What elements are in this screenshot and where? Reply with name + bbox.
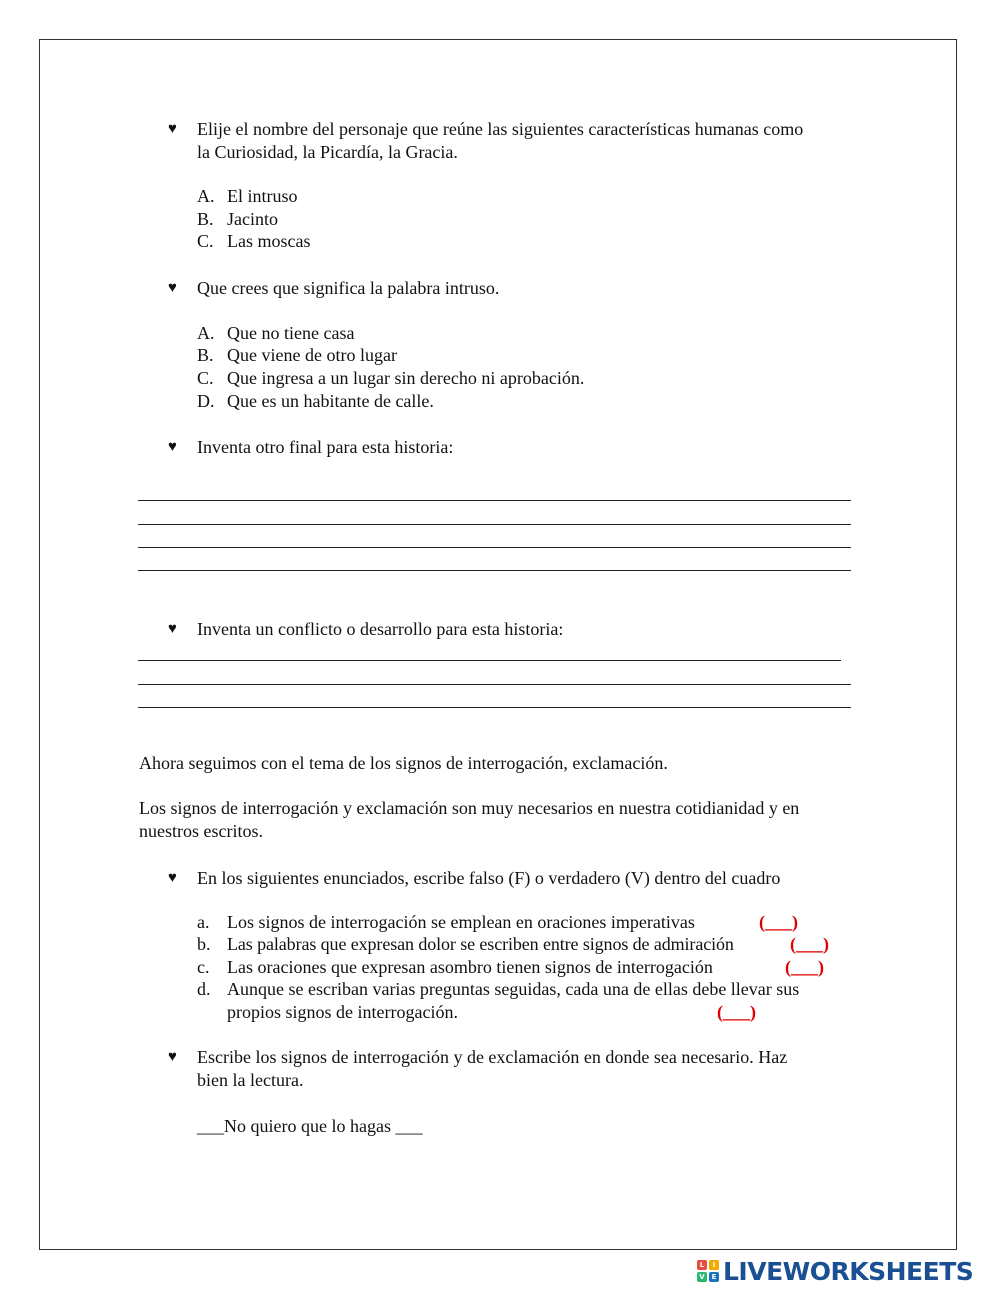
q5-item-b-text: Las palabras que expresan dolor se escriben entre signos de admiración	[227, 934, 734, 954]
q3-answer-line-1[interactable]	[138, 500, 851, 501]
signs-paragraph-line2: nuestros escritos.	[139, 821, 263, 841]
q5-item-d-text-line1: Aunque se escriban varias preguntas seguidas, cada una de ellas debe llevar sus	[227, 979, 800, 999]
q4-text: Inventa un conflicto o desarrollo para esta historia:	[197, 619, 564, 639]
q4-answer-line-2[interactable]	[138, 684, 851, 685]
q5-item-a-letter: a.	[197, 912, 210, 932]
q3-answer-line-3[interactable]	[138, 547, 851, 548]
q5-item-b-letter: b.	[197, 934, 211, 954]
logo-block-e: E	[709, 1272, 719, 1282]
logo-block-v: V	[697, 1272, 707, 1282]
q1-option-b-letter: B.	[197, 209, 214, 229]
bullet-heart-icon: ♥	[168, 121, 177, 137]
q1-text-line1: Elije el nombre del personaje que reúne las siguientes características humanas como	[197, 119, 804, 139]
q3-answer-line-2[interactable]	[138, 524, 851, 525]
liveworksheets-logo-icon	[697, 1260, 719, 1282]
q5-item-b-answer-box[interactable]: (___)	[790, 934, 829, 954]
q1-option-c[interactable]: Las moscas	[227, 231, 311, 251]
logo-block-l: L	[697, 1260, 707, 1270]
q5-item-c-letter: c.	[197, 957, 210, 977]
q2-text: Que crees que significa la palabra intruso.	[197, 278, 500, 298]
logo-block-i: I	[709, 1260, 719, 1270]
q5-text: En los siguientes enunciados, escribe falso (F) o verdadero (V) dentro del cuadro	[197, 868, 781, 888]
q5-item-d-text-line2: propios signos de interrogación.	[227, 1002, 458, 1022]
q5-item-c-text: Las oraciones que expresan asombro tienen signos de interrogación	[227, 957, 713, 977]
q2-option-a[interactable]: Que no tiene casa	[227, 323, 355, 343]
bullet-heart-icon: ♥	[168, 1049, 177, 1065]
q1-option-c-letter: C.	[197, 231, 214, 251]
q2-option-c[interactable]: Que ingresa a un lugar sin derecho ni aprobación.	[227, 368, 585, 388]
q4-answer-line-1[interactable]	[138, 660, 841, 661]
q3-text: Inventa otro final para esta historia:	[197, 437, 454, 457]
q1-option-b[interactable]: Jacinto	[227, 209, 278, 229]
q2-option-d-letter: D.	[197, 391, 215, 411]
intro-paragraph: Ahora seguimos con el tema de los signos de interrogación, exclamación.	[139, 753, 668, 773]
signs-paragraph-line1: Los signos de interrogación y exclamación son muy necesarios en nuestra cotidianidad y en	[139, 798, 800, 818]
bullet-heart-icon: ♥	[168, 621, 177, 637]
q2-option-a-letter: A.	[197, 323, 215, 343]
q5-item-c-answer-box[interactable]: (___)	[785, 957, 824, 977]
liveworksheets-logo	[697, 1254, 995, 1288]
liveworksheets-logo-text: LIVEWORKSHEETS	[723, 1256, 974, 1286]
q3-answer-line-4[interactable]	[138, 570, 851, 571]
q1-option-a[interactable]: El intruso	[227, 186, 298, 206]
q6-sentence[interactable]: ___No quiero que lo hagas ___	[197, 1116, 423, 1136]
q5-item-d-letter: d.	[197, 979, 211, 999]
bullet-heart-icon: ♥	[168, 439, 177, 455]
q5-item-d-answer-box[interactable]: (___)	[717, 1002, 756, 1022]
bullet-heart-icon: ♥	[168, 280, 177, 296]
q2-option-d[interactable]: Que es un habitante de calle.	[227, 391, 434, 411]
q2-option-c-letter: C.	[197, 368, 214, 388]
q6-text-line2: bien la lectura.	[197, 1070, 304, 1090]
q5-item-a-text: Los signos de interrogación se emplean en oraciones imperativas	[227, 912, 695, 932]
q4-answer-line-3[interactable]	[138, 707, 851, 708]
q2-option-b[interactable]: Que viene de otro lugar	[227, 345, 397, 365]
q2-option-b-letter: B.	[197, 345, 214, 365]
q6-text-line1: Escribe los signos de interrogación y de exclamación en donde sea necesario. Haz	[197, 1047, 788, 1067]
q1-option-a-letter: A.	[197, 186, 215, 206]
q1-text-line2: la Curiosidad, la Picardía, la Gracia.	[197, 142, 458, 162]
bullet-heart-icon: ♥	[168, 870, 177, 886]
q5-item-a-answer-box[interactable]: (___)	[759, 912, 798, 932]
